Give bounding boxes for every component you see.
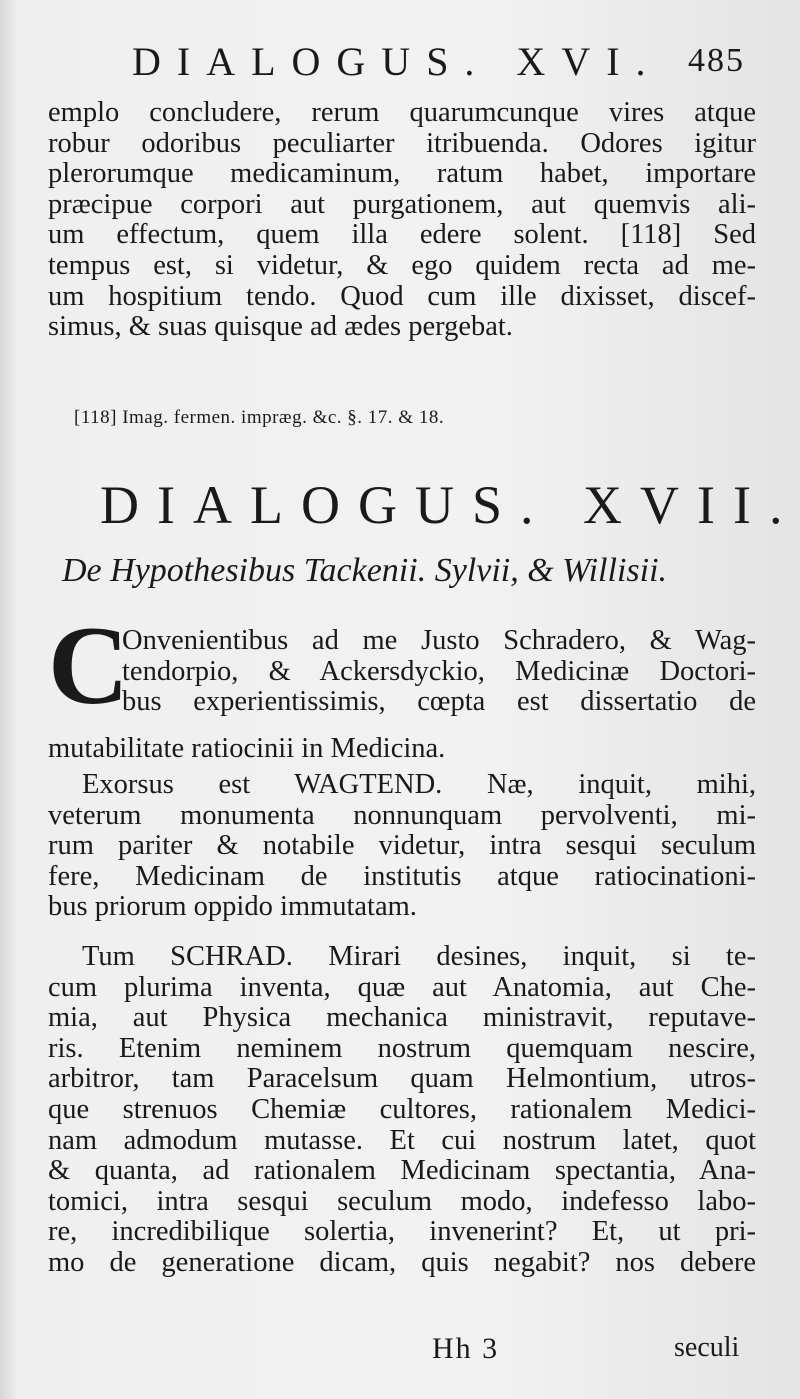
text-line: cum plurima inventa, quæ aut Anatomia, aut Che- [48, 972, 756, 1003]
text-line: tomici, intra sesqui seculum modo, indefesso labo- [48, 1186, 756, 1217]
text-line: plerorumque medicaminum, ratum habet, importare [48, 159, 756, 190]
drop-cap: C [48, 604, 129, 728]
paragraph-2 [48, 770, 756, 923]
chapter-subtitle: De Hypothesibus Tackenii. Sylvii, & Willisii. [62, 552, 668, 589]
text-line: mutabilitate ratiocinii in Medicina. [48, 734, 446, 764]
paragraph-3 [48, 942, 756, 1279]
text-line: que strenuos Chemiæ cultores, rationalem Medici- [48, 1094, 756, 1125]
running-title: DIALOGUS. XVI. [132, 39, 662, 84]
catchword: seculi [674, 1332, 740, 1363]
text-line: simus, & suas quisque ad ædes pergebat. [48, 312, 513, 343]
text-line: nam admodum mutasse. Et cui nostrum latet, quot [48, 1125, 756, 1156]
text-line: bus experientissimis, cœpta est dissertatio de [122, 687, 756, 718]
text-line: bus priorum oppido immutatam. [48, 892, 417, 923]
text-line: veterum monumenta nonnunquam pervolventi, mi- [48, 800, 756, 831]
footnote: [118] Imag. fermen. impræg. &c. §. 17. & 18. [74, 407, 445, 428]
paragraph-1-indented [122, 626, 756, 718]
section-1-text [48, 98, 756, 343]
text-line: tempus est, si videtur, & ego quidem recta ad me- [48, 250, 756, 281]
text-line: rum pariter & notabile videtur, intra sesqui seculum [48, 831, 756, 862]
page-header [0, 38, 800, 98]
text-line: Tum SCHRAD. Mirari desines, inquit, si te- [82, 942, 756, 972]
text-line: Exorsus est WAGTEND. Næ, inquit, mihi, [82, 770, 756, 800]
text-line: mia, aut Physica mechanica ministravit, reputave- [48, 1003, 756, 1034]
text-line: um hospitium tendo. Quod cum ille dixisset, discef- [48, 281, 756, 312]
text-line: tendorpio, & Ackersdyckio, Medicinæ Doctori- [122, 656, 756, 687]
text-line: mo de generatione dicam, quis negabit? nos debere [48, 1247, 756, 1278]
text-line: & quanta, ad rationalem Medicinam spectantia, Ana- [48, 1156, 756, 1187]
text-line: fere, Medicinam de institutis atque ratiocinationi- [48, 861, 756, 892]
text-line: arbitror, tam Paracelsum quam Helmontium, utros- [48, 1064, 756, 1095]
page-number: 485 [688, 42, 745, 79]
chapter-title: DIALOGUS. XVII. [100, 475, 800, 535]
text-line: um effectum, quem illa edere solent. [118] Sed [48, 220, 756, 251]
signature-mark: Hh 3 [432, 1332, 500, 1365]
paragraph-1-end [48, 734, 756, 765]
text-line: ris. Etenim neminem nostrum quemquam nescire, [48, 1033, 756, 1064]
text-line: emplo concludere, rerum quarumcunque vires atque [48, 98, 756, 128]
text-line: Onvenientibus ad me Justo Schradero, & Wag- [122, 626, 756, 656]
text-line: præcipue corpori aut purgationem, aut quemvis ali- [48, 189, 756, 220]
text-line: re, incredibilique solertia, invenerint? Et, ut pri- [48, 1217, 756, 1248]
text-line: robur odoribus peculiarter itribuenda. Odores igitur [48, 128, 756, 159]
